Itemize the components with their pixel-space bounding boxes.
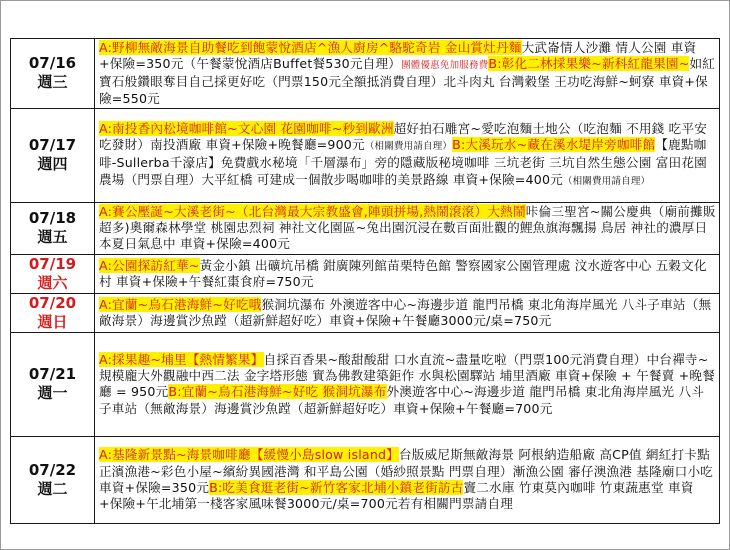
itinerary-text: 台版威尼斯無敵海景 阿根納造船廠 高CP值 網紅打卡點正濱漁港~彩色小屋~繽紛異國港灣 和平島公園（婚紗照景點 門票自理）漸漁公園 審仔澳漁港 基隆廟口小吃 車資+保險=350元: [99, 447, 714, 495]
date-text: 07/19: [28, 254, 77, 273]
date-text: 07/22: [28, 460, 77, 479]
itinerary-details-cell: [95, 108, 720, 202]
itinerary-details-cell: [95, 202, 720, 254]
date-text: 07/20: [28, 293, 77, 312]
date-text: 07/17: [28, 136, 77, 155]
weekday-text: 週四: [37, 155, 68, 174]
date-cell: [11, 202, 95, 254]
itinerary-text: 黃金小鎮 出礦坑吊橋 鉗廣陳列館苗栗特色館 警察國家公園管理處 汶水遊客中心 五穀文化村 車資+保險+午餐紅棗食府=750元: [99, 257, 707, 289]
highlighted-option-title: B:彰化二林採果樂~新科紅龍果園~: [488, 56, 690, 72]
itinerary-row: [11, 108, 720, 202]
itinerary-text: （相關費用請自理）: [562, 175, 651, 187]
itinerary-row: [11, 254, 720, 293]
date-text: 07/16: [28, 54, 77, 73]
highlighted-option-title: A:宜蘭~烏石港海鮮~好吃哦: [99, 296, 262, 312]
itinerary-row: [11, 39, 720, 109]
itinerary-row: [11, 436, 720, 523]
weekday-text: 週三: [37, 73, 68, 92]
itinerary-text: 【鹿點咖啡-Sullerba千濠店】免費戲水秘境「千層瀑布」旁的隱藏版秘境咖啡 三坑老街 三坑自然生態公園 富田花園農場（門票自理）大平紅橋 可建成一個散步喝咖啡的美景路線 車資+保險=400元: [99, 137, 707, 187]
itinerary-text: 團體優惠免加服務費: [401, 60, 489, 72]
itinerary-details-cell: [95, 254, 720, 293]
weekday-text: 週一: [37, 384, 68, 403]
highlighted-option-title: A:賽公壓誕~大溪老街~（北台灣最大宗教盛會,陣頭拼場,熱鬧滾滾）大熱鬧: [99, 204, 526, 219]
itinerary-details-cell: [95, 39, 720, 109]
weekday-text: 週五: [37, 228, 68, 247]
weekday-text: 週二: [37, 479, 68, 498]
highlighted-option-title: A:基隆新景點~海景咖啡廳【緩慢小島slow island】: [99, 447, 400, 463]
itinerary-text: （相關費用請自理）: [364, 141, 453, 153]
date-cell: [11, 39, 95, 109]
date-cell: [11, 436, 95, 523]
weekday-text: 週六: [37, 273, 68, 292]
highlighted-option-title: A:採果趣~埔里【熱情繁果】: [99, 351, 264, 367]
itinerary-text: 竇二水庫 竹東莫內咖啡 竹東蔬惠堂 車資+保險+午北埔第一棧客家風味餐3000元/桌=700元: [99, 479, 694, 512]
itinerary-text: 如紅寶石般鑽眼奪目自己採更好吃（門票150元全額抵消費自理）北斗肉丸 台灣穀堡 王功吃海鮮~蚵寮 車資+保險=550元: [99, 56, 716, 106]
date-text: 07/21: [28, 365, 77, 384]
itinerary-text: 咔倫三聖宮~關公慶典（廟前攤販超多)奧爾森林學堂 桃園忠烈祠 神社文化園區~兔出園沉浸在數百面壯觀的鯉魚旗海飄揚 鳥居 神社的濃厚日本夏日氣息中 車資+保險=400元: [99, 204, 716, 252]
highlighted-option-title: B:吃美食逛老街~新竹客家北埔小鎮老街訪古: [209, 479, 464, 495]
itinerary-details-cell: [95, 293, 720, 332]
date-cell: [11, 108, 95, 202]
highlighted-option-title: B:大溪玩水~藏在溪水堤岸旁咖啡館: [452, 137, 656, 153]
itinerary-text: 超好拍石雕宮~愛吃泡麵土地公（吃泡麵 不用錢 吃平安吃發財）南投酒廠 車資+保險+晚餐廳=900元: [99, 120, 708, 153]
itinerary-row: [11, 202, 720, 254]
itinerary-text: 若有相關門票請自理: [397, 496, 514, 512]
itinerary-details-cell: [95, 332, 720, 436]
itinerary-text: 外澳遊客中心~海邊步道 龍門吊橋 東北角海岸風光 八斗子車站（無敵海景）海邊賞沙魚蹚（超新鮮超好吃）車資+保險+午餐廳=700元: [99, 384, 705, 416]
weekday-text: 週日: [37, 312, 68, 331]
itinerary-text: 自採百香果~酸甜酸甜 口水直流~盡量吃啦（門票100元消費自理）中台禪寺~規模龐大外觀融中西二法 金字塔形態 實為佛教建築鉅作 水與松園驛站 埔里酒廠 車資+保險 + 午餐賣 +晚餐廳 = 950元: [99, 351, 716, 400]
date-cell: [11, 254, 95, 293]
date-cell: [11, 332, 95, 436]
highlighted-option-title: A:野柳無敵海景自助餐吃到飽蒙悅酒店^漁人廚房^駱駝奇岩 金山賞灶丹麵: [99, 40, 522, 55]
itinerary-row: [11, 293, 720, 332]
itinerary-row: [11, 332, 720, 436]
itinerary-details-cell: [95, 436, 720, 523]
highlighted-option-title: A:公園探訪紅華~: [99, 257, 200, 273]
itinerary-text: 大武崙情人沙灘 情人公園 車資+保險=350元（午餐蒙悅酒店Buffet餐530元自理）: [99, 40, 697, 72]
date-cell: [11, 293, 95, 332]
date-text: 07/18: [28, 209, 77, 228]
itinerary-table: [10, 38, 720, 524]
itinerary-text: 猴洞坑瀑布 外澳遊客中心~海邊步道 龍門吊橋 東北角海岸風光 八斗子車站（無敵海景）海邊賞沙魚蹚（超新鮮超好吃）車資+保險+午餐廳3000元/桌=750元: [99, 296, 712, 328]
highlighted-option-title: B:宜蘭~烏石港海鮮~好吃 猴洞坑瀑布: [168, 384, 387, 400]
highlighted-option-title: A:南投香內松境咖啡館~文心園 花園咖啡~秒到歐洲: [99, 120, 394, 136]
